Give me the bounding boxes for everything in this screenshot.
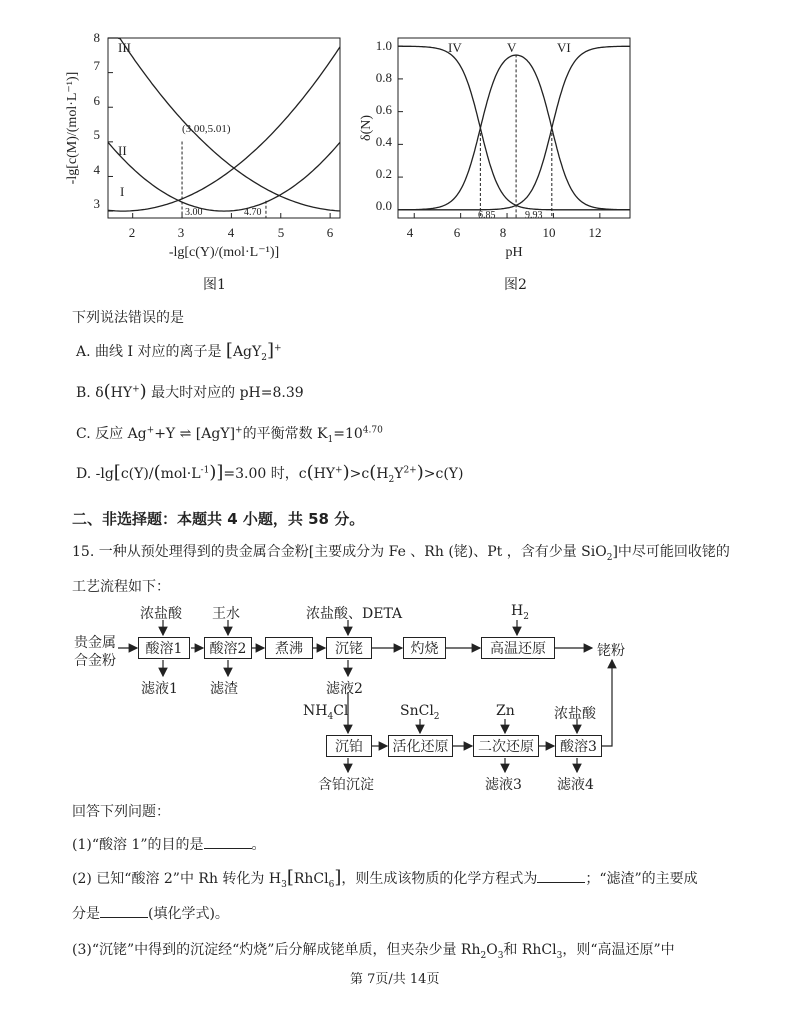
opt-d-ion2: H (376, 466, 389, 482)
q1-text: (1)“酸溶 1”的目的是 (72, 837, 204, 853)
fig2-ytick: 0.8 (375, 70, 392, 85)
opt-a-ion: AgY (232, 344, 262, 360)
fig1-curve-label-III: III (118, 40, 131, 55)
fig2-ytick: 0.0 (375, 198, 392, 213)
output-residue: 滤渣 (210, 681, 238, 697)
q3-sub1: 2 (480, 950, 487, 961)
flow-end: 铑粉 (597, 643, 625, 659)
answer-intro: 回答下列问题： (72, 804, 170, 820)
opt-d-ion2-y: Y (394, 466, 404, 482)
q14-stem: 下列说法错误的是 (72, 310, 184, 326)
q1-end: 。 (251, 837, 266, 853)
fig2-dashed-label: 6.85 (478, 210, 496, 221)
q3-text: (3)“沉铑”中得到的沉淀经“灼烧”后分解成铑单质，但夹杂少量 Rh (72, 942, 481, 958)
reagent-aqua-regia: 王水 (212, 606, 240, 622)
reagent-h: H (511, 603, 524, 619)
q2: (2) 已知“酸溶 2”中 Rh 转化为 $H_3[RhCl_6]$，则生成该物质的化学方程式为 ；“滤渣”的主要成 (72, 867, 698, 890)
fig2-xtick: 12 (588, 225, 602, 240)
opt-c-sup2: + (235, 425, 243, 436)
reagent-conc-hcl-2: 浓盐酸 (554, 706, 596, 722)
reagent-sncl2 (400, 703, 440, 722)
reagent-nh4cl (303, 703, 348, 722)
opt-d-inner: c(Y)/ (120, 466, 154, 482)
q2-text: (2) 已知“酸溶 2”中 Rh 转化为 H (72, 871, 282, 887)
q3-and: 和 RhCl (503, 942, 557, 958)
opt-c-val: =10 (333, 426, 363, 442)
output-pt-precipitate: 含铂沉淀 (318, 777, 374, 793)
fig2-caption: 图2 (504, 277, 527, 293)
opt-d-ion2-sub: 2 (388, 474, 395, 485)
q2-sub2: 6 (328, 879, 335, 890)
flow-box-acid1: 酸溶1 (138, 637, 190, 659)
flow-box-high-temp-reduce: 高温还原 (481, 637, 555, 659)
flow-start-1: 贵金属 (74, 635, 116, 651)
fig1-xtick: 4 (227, 225, 235, 240)
opt-a-sup: + (274, 343, 282, 354)
fig2-ytick: 0.6 (375, 102, 392, 117)
reagent-conc-hcl: 浓盐酸 (140, 606, 182, 622)
fig2-curve-label-VI: VI (557, 40, 571, 55)
fig2-ytick: 0.2 (375, 166, 392, 181)
fig1-ytick: 7 (93, 58, 100, 73)
q14-option-d: D. $-\lg[c(Y)/(mol\cdot L^{-1})]=3.00$ 时，$c(HY^+)>c(H_2Y^{2+})>c(Y)$ (76, 462, 464, 485)
q14-option-a: A. 曲线 I 对应的离子是 [AgY$_2$]+ (76, 340, 282, 363)
flow-box-rh-precip: 沉铑 (326, 637, 372, 659)
fig2-ylabel: δ(N) (359, 114, 374, 142)
fig2-curve-label-IV: IV (448, 40, 462, 55)
opt-b-text: B. δ (76, 385, 104, 401)
q15-post: ]中尽可能回收铑的 (612, 544, 730, 560)
fig2-ytick: 0.4 (375, 134, 392, 149)
output-filtrate3: 滤液3 (485, 777, 522, 793)
opt-d-ion1-sup: + (335, 465, 343, 476)
flow-box-boil: 煮沸 (265, 637, 313, 659)
opt-d-gt1: >c (349, 466, 370, 482)
fig2-ytick: 1.0 (375, 38, 392, 53)
fig2-xtick: 6 (453, 225, 461, 240)
fig1-xlabel: -lg[c(Y)/(mol·L⁻¹)] (168, 245, 280, 260)
reagent-nh: NH (303, 703, 328, 719)
opt-c-post: 的平衡常数 K (242, 426, 328, 442)
fig2-xtick: 8 (499, 225, 507, 240)
output-filtrate4: 滤液4 (557, 777, 594, 793)
fig2-xtick: 4 (406, 225, 414, 240)
q2-line2-post: (填化学式)。 (148, 906, 229, 922)
fig1-caption: 图1 (203, 277, 226, 293)
output-filtrate1: 滤液1 (141, 681, 178, 697)
q15-text: 15. 一种从预处理得到的贵金属合金粉[主要成分为 Fe 、Rh (铑)、Pt ，含有少量 SiO (72, 544, 607, 560)
flow-box-activate-reduce: 活化还原 (388, 735, 453, 757)
opt-d-end: >c(Y) (423, 466, 464, 482)
fig2-dashed-label: 9.93 (525, 210, 543, 221)
fig1-ylabel: -lg[c(M)/(mol·L⁻¹)] (65, 71, 80, 185)
fig1-xtick: 6 (326, 225, 334, 240)
fig2-xlabel: pH (505, 245, 523, 260)
fig1-curve-label-II: II (118, 143, 127, 158)
arrow (602, 660, 612, 746)
flow-box-calcine: 灼烧 (403, 637, 446, 659)
fig1-ytick: 8 (93, 30, 100, 45)
opt-c-exp: 4.70 (362, 425, 383, 436)
q2-line2 (72, 903, 229, 923)
fig1-ytick: 4 (93, 162, 100, 177)
q3-o: O (486, 942, 498, 958)
flow-box-acid2: 酸溶2 (204, 637, 252, 659)
q2-mid: ，则生成该物质的化学方程式为 (341, 871, 538, 887)
q14-option-b: B. δ(HY+) 最大时对应的 pH=8.39 (76, 381, 304, 402)
q2-blank-equation[interactable] (537, 870, 585, 883)
q3-sub2: 3 (497, 950, 504, 961)
fig1-xtick: 3 (177, 225, 185, 240)
fig1-curve-label-I: I (120, 184, 125, 199)
fig1-ytick: 6 (93, 93, 100, 108)
opt-d-text: D. -lg (76, 466, 114, 482)
q2-sub1: 3 (281, 879, 287, 890)
q3-sub3: 3 (556, 950, 563, 961)
fig1-xtick: 2 (128, 225, 136, 240)
reagent-zn: Zn (496, 703, 515, 719)
opt-c-sup1: + (146, 425, 155, 436)
fig1-dashed-label: 3.00 (185, 207, 203, 218)
reagent-hcl-deta: 浓盐酸、DETA (306, 606, 403, 622)
reagent-sncl: SnCl (400, 703, 434, 719)
q15-line2: 工艺流程如下： (72, 579, 170, 595)
fig1-ytick: 5 (93, 127, 100, 142)
opt-a-sub: 2 (261, 352, 267, 363)
flow-box-second-reduce: 二次还原 (473, 735, 539, 757)
opt-b-post: 最大时对应的 pH=8.39 (151, 385, 304, 401)
q15-sub: 2 (606, 552, 613, 563)
opt-d-ion1: HY (313, 466, 336, 482)
q2-line2-text: 分是 (72, 906, 100, 922)
q1 (72, 834, 266, 854)
flow-start-2: 合金粉 (74, 653, 116, 669)
opt-c-text: C. 反应 Ag (76, 426, 147, 442)
q2-post: ；“滤渣”的主要成 (585, 871, 698, 887)
opt-a-text: A. 曲线 I 对应的离子是 (76, 344, 222, 360)
reagent-h-sub: 2 (523, 611, 529, 622)
output-filtrate2: 滤液2 (326, 681, 363, 697)
opt-b-ion: HY (110, 385, 133, 401)
opt-d-unit-sup: -1 (200, 465, 210, 476)
fig1-xtick: 5 (277, 225, 285, 240)
flow-box-pt-precip: 沉铂 (326, 735, 372, 757)
q3-post: ，则“高温还原”中 (562, 942, 675, 958)
opt-b-sup: + (132, 384, 140, 395)
opt-d-unit: mol·L (160, 466, 201, 482)
q2-blank-residue[interactable] (100, 905, 148, 918)
q3 (72, 939, 675, 961)
reagent-nh-sub: 4 (327, 711, 334, 722)
opt-c-sub: 1 (327, 434, 334, 445)
section-heading: 二、非选择题：本题共 4 小题，共 58 分。 (72, 510, 365, 528)
fig1-ytick: 3 (93, 196, 100, 211)
reagent-h2 (511, 603, 529, 622)
page-footer: 第 7页/共 14页 (350, 972, 440, 987)
opt-c-mid: +Y ⇌ [AgY] (154, 426, 236, 442)
q2-ion: RhCl (293, 871, 329, 887)
fig1-dashed-label: 4.70 (244, 207, 262, 218)
fig2-xtick: 10 (542, 225, 556, 240)
reagent-sncl-sub: 2 (433, 711, 440, 722)
reagent-cl: Cl (333, 703, 349, 719)
opt-d-post: =3.00 时，c (223, 466, 307, 482)
q1-blank[interactable] (204, 836, 252, 849)
opt-d-ion2-sup: 2+ (403, 465, 417, 476)
flow-box-acid3: 酸溶3 (555, 735, 602, 757)
fig1-point-label: (3.00,5.01) (182, 123, 231, 135)
fig2-curve-label-V: V (507, 40, 517, 55)
